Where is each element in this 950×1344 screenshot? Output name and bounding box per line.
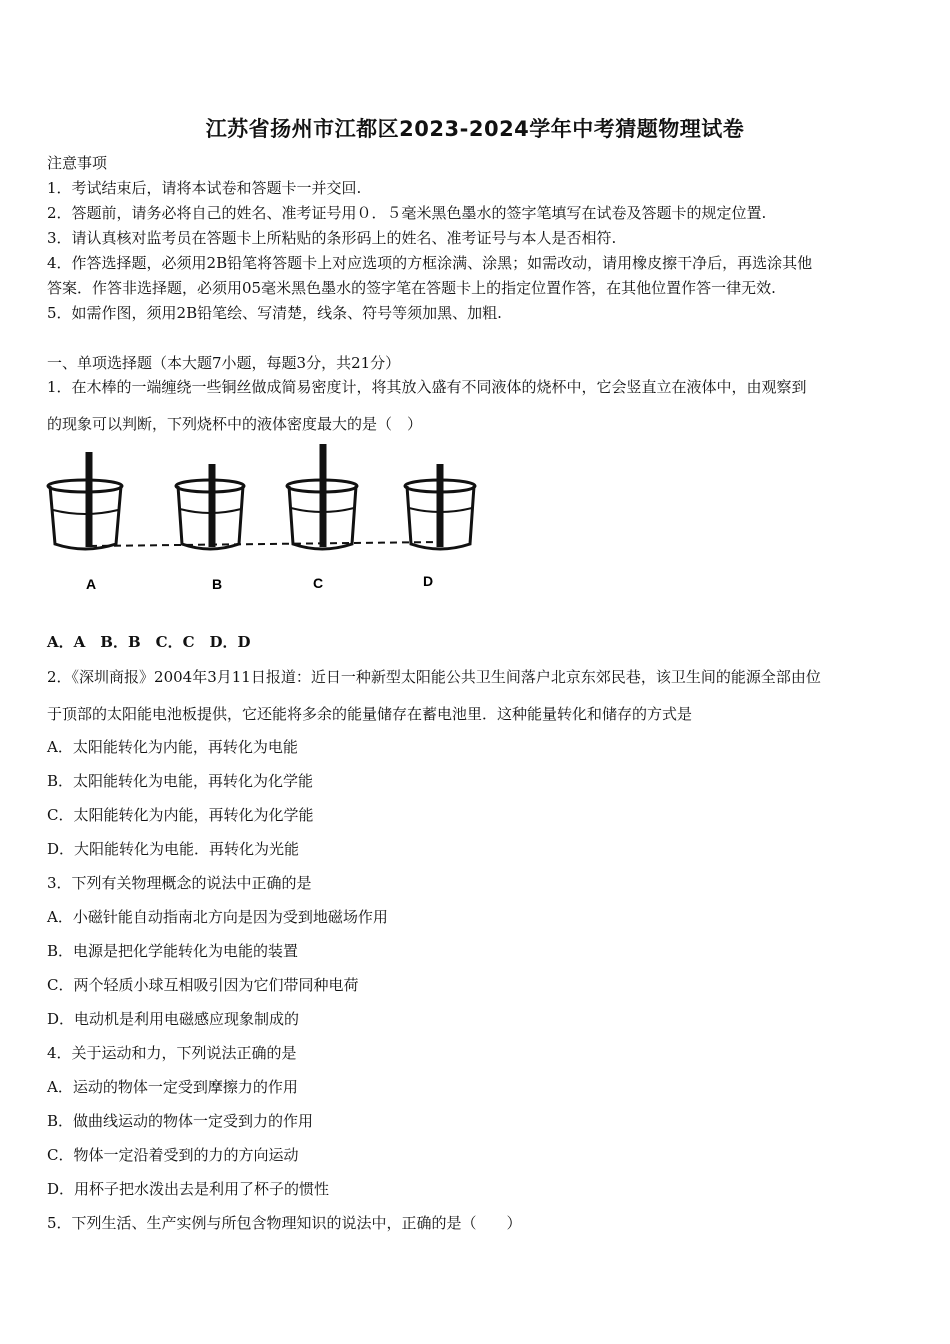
q3-option: D．电动机是利用电磁感应现象制成的 [47, 1010, 300, 1028]
q3-option: C．两个轻质小球互相吸引因为它们带同种电荷 [47, 976, 359, 994]
section-heading: 一、单项选择题（本大题7小题，每题3分，共21分） [47, 354, 401, 372]
q1-beakers-figure [40, 442, 500, 602]
q4-stem: 4．关于运动和力，下列说法正确的是 [47, 1044, 297, 1062]
beakers-svg [40, 442, 500, 602]
notice-item: 4．作答选择题，必须用2B铅笔将答题卡上对应选项的方框涂满、涂黑；如需改动，请用橡皮擦干净后，再选涂其他 [47, 254, 813, 272]
q3-option: B．电源是把化学能转化为电能的装置 [47, 942, 299, 960]
q2-stem-line2: 于顶部的太阳能电池板提供，它还能将多余的能量储存在蓄电池里．这种能量转化和储存的方式是 [47, 705, 693, 723]
q4-option: D．用杯子把水泼出去是利用了杯子的惯性 [47, 1180, 330, 1198]
beaker-c [287, 444, 357, 549]
q2-option: D．大阳能转化为电能．再转化为光能 [47, 840, 300, 858]
q1-stem-line1: 1．在木棒的一端缠绕一些铜丝做成简易密度计，将其放入盛有不同液体的烧杯中，它会竖直立在液体中，由观察到 [47, 378, 807, 396]
q3-stem: 3．下列有关物理概念的说法中正确的是 [47, 874, 312, 892]
q1-stem-line2: 的现象可以判断，下列烧杯中的液体密度最大的是（ ） [47, 415, 423, 433]
notice-item: 2．答题前，请务必将自己的姓名、准考证号用０．５毫米黑色墨水的签字笔填写在试卷及答题卡的规定位置. [47, 204, 767, 222]
q2-option: B．太阳能转化为电能，再转化为化学能 [47, 772, 314, 790]
beaker-label: B [212, 576, 223, 592]
notice-heading: 注意事项 [47, 154, 108, 172]
q2-option: C．太阳能转化为内能，再转化为化学能 [47, 806, 314, 824]
q5-stem: 5．下列生活、生产实例与所包含物理知识的说法中，正确的是（ ） [47, 1214, 522, 1232]
notice-item: 1．考试结束后，请将本试卷和答题卡一并交回. [47, 179, 362, 197]
q2-option: A．太阳能转化为内能，再转化为电能 [47, 738, 298, 756]
notice-item: 3．请认真核对监考员在答题卡上所粘贴的条形码上的姓名、准考证号与本人是否相符. [47, 229, 617, 247]
q2-stem-line1: 2．《深圳商报》2004年3月11日报道：近日一种新型太阳能公共卫生间落户北京东郊民巷，该卫生间的能源全部由位 [47, 668, 821, 686]
beaker-label: C [313, 575, 324, 591]
q4-option: C．物体一定沿着受到的力的方向运动 [47, 1146, 299, 1164]
q1-options: A．A B．B C．C D．D [47, 633, 251, 651]
beaker-a [48, 452, 122, 549]
page-title: 江苏省扬州市江都区2023-2024学年中考猜题物理试卷 [205, 117, 745, 141]
notice-item: 5．如需作图，须用2B铅笔绘、写清楚，线条、符号等须加黑、加粗. [47, 304, 502, 322]
reference-dashed-line [90, 542, 440, 546]
beaker-b [176, 464, 244, 549]
notice-item: 答案．作答非选择题，必须用05毫米黑色墨水的签字笔在答题卡上的指定位置作答，在其他位置作答一律无效. [47, 279, 776, 297]
beaker-label: A [86, 576, 97, 592]
beaker-d [405, 464, 475, 549]
q4-option: A．运动的物体一定受到摩擦力的作用 [47, 1078, 298, 1096]
q4-option: B．做曲线运动的物体一定受到力的作用 [47, 1112, 314, 1130]
q3-option: A．小磁针能自动指南北方向是因为受到地磁场作用 [47, 908, 388, 926]
beaker-label: D [423, 573, 434, 589]
